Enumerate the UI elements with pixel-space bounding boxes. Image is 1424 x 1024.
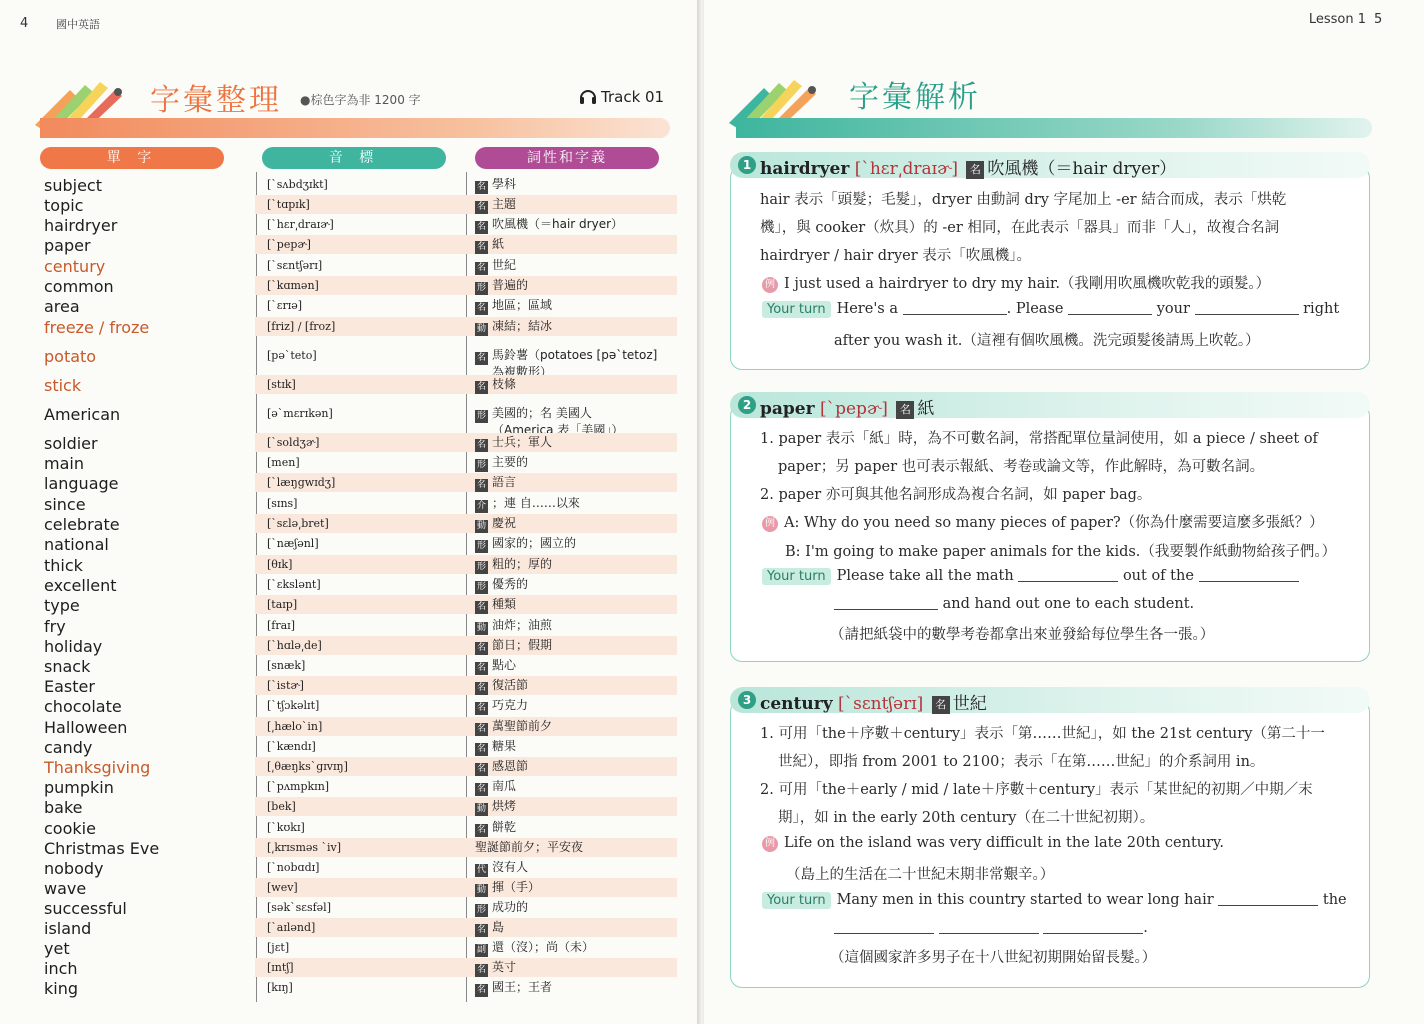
vocab-word: common	[44, 277, 114, 296]
vocab-meaning	[475, 319, 552, 336]
vocab-word: nobody	[44, 859, 104, 878]
vocab-word: cookie	[44, 819, 96, 838]
pos-tag: 形	[476, 460, 486, 470]
entry-headword	[760, 689, 987, 714]
phonetic: [ˋhɛr͵draɪɚ]	[854, 159, 958, 179]
vocab-meaning	[475, 638, 552, 655]
meaning-text: 餅乾	[492, 820, 517, 834]
vocab-meaning	[475, 435, 552, 452]
meaning-text: 普遍的	[492, 278, 529, 292]
example-line2: （島上的生活在二十世紀末期非常艱辛。）	[786, 867, 1055, 883]
vocab-meaning	[475, 577, 528, 594]
vocab-word: island	[44, 919, 92, 938]
vocab-meaning	[475, 920, 504, 937]
vocab-word: stick	[44, 376, 82, 395]
vocab-meaning	[475, 900, 528, 917]
meaning-text: 世紀	[492, 258, 517, 272]
explanation-line: paper；另 paper 也可表示報紙、考卷或論文等，作此解時，為可數名詞。	[778, 459, 1265, 475]
entry-headword	[760, 154, 1176, 179]
vocab-phonetic: [ˋkʊkɪ]	[267, 821, 305, 834]
blank-field[interactable]	[1068, 314, 1152, 315]
explanation-line: 2. paper 亦可與其他名詞形成為複合名詞，如 paper bag。	[760, 487, 1152, 503]
blank-field[interactable]	[834, 933, 934, 934]
section-title: 字彙解析	[849, 80, 981, 115]
entry-headword	[760, 394, 934, 419]
page-number-left: 4	[20, 16, 29, 31]
blank-field[interactable]	[1218, 905, 1318, 906]
explanation-line: 2. 可用「the＋early / mid / late＋序數＋century」表示「某世紀的初期／中期／末	[760, 782, 1313, 798]
pos-tag: 代	[476, 865, 486, 875]
yourturn-text: the	[1322, 892, 1347, 908]
pos-tag: 名	[966, 161, 984, 179]
vocab-phonetic: [ˋsɛlə͵bret]	[267, 517, 329, 530]
meaning-text: 學科	[492, 177, 517, 191]
pos-tag: 名	[476, 440, 486, 450]
meaning-text: 揮（手）	[492, 880, 541, 894]
entry-number: 1	[738, 156, 756, 174]
vocab-phonetic: [snæk]	[267, 659, 306, 672]
vocab-phonetic: [bek]	[267, 800, 296, 813]
example-text: Life on the island was very difficult in the late 20th century.	[784, 835, 1224, 851]
meaning-text: 還（沒）；尚（未）	[492, 940, 595, 954]
vocab-word: inch	[44, 959, 78, 978]
vocab-meaning	[475, 496, 580, 513]
vocab-word: Christmas Eve	[44, 839, 160, 858]
vocab-meaning	[475, 980, 552, 997]
vocab-meaning	[475, 820, 516, 837]
vocab-meaning	[475, 658, 516, 675]
note-text: ●棕色字為非 1200 字	[300, 93, 421, 107]
vocab-phonetic: [ˋkɑmən]	[267, 279, 319, 292]
pos-tag: 動	[476, 623, 486, 633]
track-text: Track 01	[601, 88, 665, 106]
vocab-phonetic: [pəˋteto]	[267, 349, 317, 362]
pos-tag: 名	[476, 242, 486, 252]
explanation-line: 機」，與 cooker（炊具）的 -er 相同，在此表示「器具」而非「人」，故複合名詞	[760, 220, 1280, 236]
entry-head-century	[730, 687, 1370, 713]
vocab-word: Easter	[44, 677, 95, 696]
phonetic: [ˋpepɚ]	[819, 399, 888, 419]
vocab-word: national	[44, 535, 109, 554]
meaning-text: 沒有人	[492, 860, 529, 874]
headword: hairdryer	[760, 159, 850, 179]
yourturn-text: Here's a	[836, 301, 898, 317]
meaning-text: 枝條	[492, 377, 517, 391]
pos-tag: 形	[476, 541, 486, 551]
vocab-phonetic: [friz] / [froz]	[267, 320, 336, 333]
blank-field[interactable]	[1195, 314, 1299, 315]
explanation-line: 世紀），即指 from 2001 to 2100；表示「在第……世紀」的介系詞用 in。	[778, 754, 1265, 770]
meaning-text: 美國的；名 美國人	[492, 406, 592, 420]
book-title: 國中英語	[56, 18, 100, 31]
meaning-text: 節日；假期	[492, 638, 553, 652]
vocab-meaning	[475, 678, 528, 695]
vocab-meaning	[475, 960, 516, 977]
entry-head-paper	[730, 392, 1370, 418]
meaning-text: 島	[492, 920, 505, 934]
entry-head-hairdryer	[730, 152, 1370, 178]
pos-tag: 副	[476, 945, 486, 955]
meaning-text: 慶祝	[492, 516, 517, 530]
vocab-meaning	[475, 860, 528, 877]
explanation-line: hairdryer / hair dryer 表示「吹風機」。	[760, 248, 1032, 264]
headword: century	[760, 694, 833, 714]
vocab-phonetic: [səkˋsɛsfəl]	[267, 901, 331, 914]
vocab-phonetic: [θɪk]	[267, 558, 293, 571]
pos-tag: 名	[932, 696, 950, 714]
pos-tag: 名	[476, 683, 486, 693]
blank-field[interactable]	[903, 314, 1007, 315]
pos-tag: 名	[476, 303, 486, 313]
meaning-text-line2: 為複數形）	[492, 365, 553, 379]
meaning-text: 聖誕節前夕；平安夜	[475, 840, 584, 854]
vocab-meaning	[475, 217, 623, 234]
pos-tag: 動	[476, 324, 486, 334]
header-band	[736, 118, 1372, 138]
vocab-phonetic: [wev]	[267, 881, 298, 894]
yourturn-line2	[834, 596, 1194, 612]
yourturn-badge: Your turn	[762, 301, 831, 318]
vocab-word: freeze / froze	[44, 318, 150, 337]
lesson-label: Lesson 1	[1308, 12, 1366, 27]
vocab-meaning	[475, 197, 516, 214]
vocab-phonetic: [ˋsʌbdʒɪkt]	[267, 178, 328, 191]
vocab-phonetic: [ˋpʌmpkɪn]	[267, 780, 330, 793]
pos-tag: 名	[476, 480, 486, 490]
vocab-meaning	[475, 597, 516, 614]
example-icon: 例	[762, 277, 778, 293]
vocab-meaning	[475, 940, 594, 957]
yourturn-line3: （這個國家許多男子在十八世紀初期開始留長髮。）	[830, 950, 1157, 966]
headphones-icon	[578, 86, 598, 106]
vocab-word: type	[44, 596, 80, 615]
vocab-word: fry	[44, 617, 66, 636]
vocab-word: language	[44, 474, 119, 493]
vocab-word: subject	[44, 176, 102, 195]
vocab-phonetic: [ˋtʃɔkəlɪt]	[267, 699, 320, 712]
pos-tag: 動	[476, 804, 486, 814]
pos-tag: 名	[476, 382, 486, 392]
vocab-word: candy	[44, 738, 93, 757]
pos-tag: 名	[476, 825, 486, 835]
pos-tag: 介	[476, 501, 486, 511]
vocab-phonetic: [ˋɛrɪə]	[267, 299, 303, 312]
meaning-text: 主要的	[492, 455, 529, 469]
vocab-meaning	[475, 516, 516, 533]
pos-tag: 名	[476, 784, 486, 794]
vocab-word: celebrate	[44, 515, 120, 534]
pos-tag: 名	[476, 202, 486, 212]
vocab-phonetic: [͵θæŋksˋgɪvɪŋ]	[267, 760, 348, 773]
vocab-meaning	[475, 177, 516, 194]
vocab-meaning	[475, 698, 528, 715]
explanation-line: 1. paper 表示「紙」時，為不可數名詞，常搭配單位量詞使用，如 a piece / sheet of	[760, 431, 1318, 447]
vocab-phonetic: [stɪk]	[267, 378, 296, 391]
vocab-meaning	[475, 298, 552, 315]
yourturn-line	[762, 301, 1339, 318]
page-number-right: 5	[1374, 12, 1383, 27]
pos-tag: 動	[476, 521, 486, 531]
vocab-word: area	[44, 297, 80, 316]
meaning-text: 英寸	[492, 960, 517, 974]
meaning-text: 烘烤	[492, 799, 517, 813]
vocab-word: American	[44, 405, 121, 424]
pos-tag: 名	[476, 703, 486, 713]
meaning-text: 國王；王者	[492, 980, 553, 994]
vocab-word: snack	[44, 657, 91, 676]
vocab-meaning	[475, 237, 504, 254]
yourturn-text: right	[1303, 301, 1340, 317]
explanation-line: hair 表示「頭髮；毛髮」，dryer 由動詞 dry 字尾加上 -er 結合而成，表示「烘乾	[760, 192, 1287, 208]
pos-tag: 名	[476, 724, 486, 734]
pos-tag: 形	[476, 582, 486, 592]
pos-tag: 名	[476, 222, 486, 232]
vocab-phonetic: [sɪns]	[267, 497, 298, 510]
vocab-phonetic: [ˋkændɪ]	[267, 740, 316, 753]
meaning-text: 凍結；結冰	[492, 319, 553, 333]
example-text: A: Why do you need so many pieces of paper?（你為什麼需要這麼多張紙？）	[784, 515, 1324, 531]
pos-tag: 名	[476, 764, 486, 774]
vocab-phonetic: [ˋlæŋgwɪdʒ]	[267, 476, 336, 489]
meaning-text: 萬聖節前夕	[492, 719, 553, 733]
pos-tag: 名	[896, 401, 914, 419]
example-line	[762, 835, 1224, 852]
vocab-meaning	[475, 840, 583, 855]
pos-tag: 動	[476, 885, 486, 895]
vocab-phonetic: [ɪntʃ]	[267, 961, 294, 974]
yourturn-text: and hand out one to each student.	[942, 596, 1195, 612]
pos-tag: 名	[476, 965, 486, 975]
phonetic: [ˋsɛntʃərɪ]	[837, 694, 924, 714]
header-phonetic: 音 標	[262, 147, 446, 169]
meaning-text: 馬鈴薯（potatoes [pəˋtetoz]	[492, 348, 658, 362]
vocab-word: chocolate	[44, 697, 122, 716]
vocab-meaning	[475, 258, 516, 275]
left-page	[0, 0, 700, 1024]
vocab-meaning	[475, 377, 516, 394]
vocab-phonetic: [ˋsoldʒɚ]	[267, 436, 320, 449]
example-line	[762, 272, 1270, 293]
vocab-word: Thanksgiving	[44, 758, 151, 777]
yourturn-line2: after you wash it.（這裡有個吹風機。洗完頭髮後請馬上吹乾。）	[834, 333, 1260, 349]
meaning-text: 語言	[492, 475, 517, 489]
yourturn-text: out of the	[1122, 568, 1194, 584]
vocab-word: potato	[44, 347, 97, 366]
pos-tag: 名	[476, 744, 486, 754]
yourturn-text: . Please	[1006, 301, 1064, 317]
vocab-phonetic: [men]	[267, 456, 300, 469]
yourturn-line3: （請把紙袋中的數學考卷都拿出來並發給每位學生各一張。）	[830, 627, 1215, 643]
vocab-meaning	[475, 475, 516, 492]
pos-tag: 名	[476, 925, 486, 935]
blank-field[interactable]	[1199, 581, 1299, 582]
meaning-text: 吹風機（＝hair dryer）	[492, 217, 624, 231]
vocab-word: soldier	[44, 434, 98, 453]
example-line2: B: I'm going to make paper animals for the kids.（我要製作紙動物給孩子們。）	[785, 544, 1337, 560]
header-word: 單 字	[40, 147, 224, 169]
example-icon: 例	[762, 516, 778, 532]
pos-tag: 名	[476, 985, 486, 995]
vocab-meaning	[475, 759, 528, 776]
blank-field[interactable]	[1043, 933, 1143, 934]
right-page	[704, 0, 1424, 1024]
vocab-meaning	[475, 618, 552, 635]
example-text: I just used a hairdryer to dry my hair.（我剛用吹風機吹乾我的頭髮。）	[784, 276, 1271, 292]
meaning-text: 國家的；國立的	[492, 536, 577, 550]
vocab-word: century	[44, 257, 106, 276]
pos-tag: 形	[476, 411, 486, 421]
vocab-phonetic: [ˋnobɑdɪ]	[267, 861, 320, 874]
vocab-phonetic: [͵hæloˋin]	[267, 720, 323, 733]
vocab-word: topic	[44, 196, 84, 215]
vocab-phonetic: [ˋistɚ]	[267, 679, 304, 692]
blank-field[interactable]	[1018, 581, 1118, 582]
section-title: 字彙整理	[150, 83, 282, 118]
vocab-word: paper	[44, 236, 91, 255]
vocab-word: pumpkin	[44, 778, 114, 797]
meaning-text: 士兵；軍人	[492, 435, 553, 449]
vocab-phonetic: [əˋmɛrɪkən]	[267, 407, 333, 420]
vocab-phonetic: [ˋnæʃənl]	[267, 537, 319, 550]
vocab-phonetic: [͵krɪsməs ˋiv]	[267, 841, 342, 854]
meaning-text: 主題	[492, 197, 517, 211]
meaning-text: 優秀的	[492, 577, 529, 591]
pos-tag: 形	[476, 562, 486, 572]
vocab-word: bake	[44, 798, 83, 817]
vocab-word: main	[44, 454, 84, 473]
meaning-text: 成功的	[492, 900, 529, 914]
pos-tag: 名	[476, 602, 486, 612]
meaning-text: 點心	[492, 658, 517, 672]
yourturn-line2: .	[834, 920, 1148, 936]
yourturn-line	[762, 568, 1299, 585]
pos-tag: 形	[476, 283, 486, 293]
vocab-meaning	[475, 557, 552, 574]
explanation-line: 期」，如 in the early 20th century（在二十世紀初期）。	[778, 810, 1155, 826]
vocab-meaning	[475, 779, 516, 796]
meaning-text: 復活節	[492, 678, 529, 692]
meaning-text: 巧克力	[492, 698, 529, 712]
meaning-text: 地區；區域	[492, 298, 553, 312]
headword: paper	[760, 399, 815, 419]
vocab-word: Halloween	[44, 718, 128, 737]
meaning-text-line2: （America 表「美國」）	[492, 423, 624, 437]
vocab-word: thick	[44, 556, 83, 575]
vocab-word: successful	[44, 899, 127, 918]
blank-field[interactable]	[939, 933, 1039, 934]
yourturn-badge: Your turn	[762, 892, 831, 909]
vocab-phonetic: [kɪŋ]	[267, 981, 293, 994]
vocab-word: holiday	[44, 637, 103, 656]
vocab-word: wave	[44, 879, 87, 898]
vocab-phonetic: [taɪp]	[267, 598, 298, 611]
header-meaning: 詞性和字義	[475, 147, 659, 169]
meaning-text: ；連 自……以來	[492, 496, 580, 510]
vocab-meaning	[475, 880, 540, 897]
meaning-text: 粗的；厚的	[492, 557, 553, 571]
vocab-phonetic: [ˋtɑpɪk]	[267, 198, 310, 211]
vocab-word: king	[44, 979, 79, 998]
pos-tag: 名	[476, 182, 486, 192]
meaning-text: 種類	[492, 597, 517, 611]
entry-number: 2	[738, 396, 756, 414]
meaning: 吹風機（＝hair dryer）	[987, 159, 1177, 179]
yourturn-text: Many men in this country started to wear long hair	[836, 892, 1214, 908]
meaning-text: 紙	[492, 237, 505, 251]
vocab-phonetic: [ˋsɛntʃərɪ]	[267, 259, 323, 272]
example-icon: 例	[762, 836, 778, 852]
header-band	[40, 118, 670, 138]
vocab-word: excellent	[44, 576, 117, 595]
meaning-text: 糖果	[492, 739, 517, 753]
vocab-word: hairdryer	[44, 216, 118, 235]
vocab-phonetic: [ˋpepɚ]	[267, 238, 311, 251]
entry-number: 3	[738, 691, 756, 709]
vocab-meaning	[475, 799, 516, 816]
vocab-meaning	[475, 536, 576, 553]
meaning-text: 感恩節	[492, 759, 529, 773]
meaning-text: 南瓜	[492, 779, 517, 793]
meaning: 世紀	[952, 694, 987, 714]
vocab-phonetic: [ˋhɛr͵draɪɚ]	[267, 218, 334, 231]
yourturn-text: your	[1156, 301, 1190, 317]
yourturn-line	[762, 892, 1347, 909]
track-label[interactable]	[578, 86, 664, 106]
vocab-phonetic: [ˋaɪlənd]	[267, 921, 316, 934]
vocab-meaning	[475, 719, 552, 736]
vocab-phonetic: [ˋɛkslənt]	[267, 578, 321, 591]
pos-tag: 名	[476, 353, 486, 363]
vocab-meaning	[475, 739, 516, 756]
pos-tag: 名	[476, 263, 486, 273]
vocab-meaning	[475, 455, 528, 472]
meaning-text: 油炸；油煎	[492, 618, 553, 632]
explanation-line: 1. 可用「the＋序數＋century」表示「第……世紀」，如 the 21st century（第二十一	[760, 726, 1325, 742]
pos-tag: 名	[476, 643, 486, 653]
vocab-meaning	[475, 278, 528, 295]
example-line	[762, 511, 1324, 532]
vocab-word: yet	[44, 939, 70, 958]
vocab-phonetic: [ˋhɑlə͵de]	[267, 639, 322, 652]
blank-field[interactable]	[834, 609, 938, 610]
meaning: 紙	[917, 399, 935, 419]
vocab-phonetic: [fraɪ]	[267, 619, 295, 632]
pos-tag: 名	[476, 663, 486, 673]
yourturn-text: Please take all the math	[836, 568, 1014, 584]
vocab-word: since	[44, 495, 86, 514]
pos-tag: 形	[476, 905, 486, 915]
yourturn-badge: Your turn	[762, 568, 831, 585]
vocab-phonetic: [jɛt]	[267, 941, 290, 954]
